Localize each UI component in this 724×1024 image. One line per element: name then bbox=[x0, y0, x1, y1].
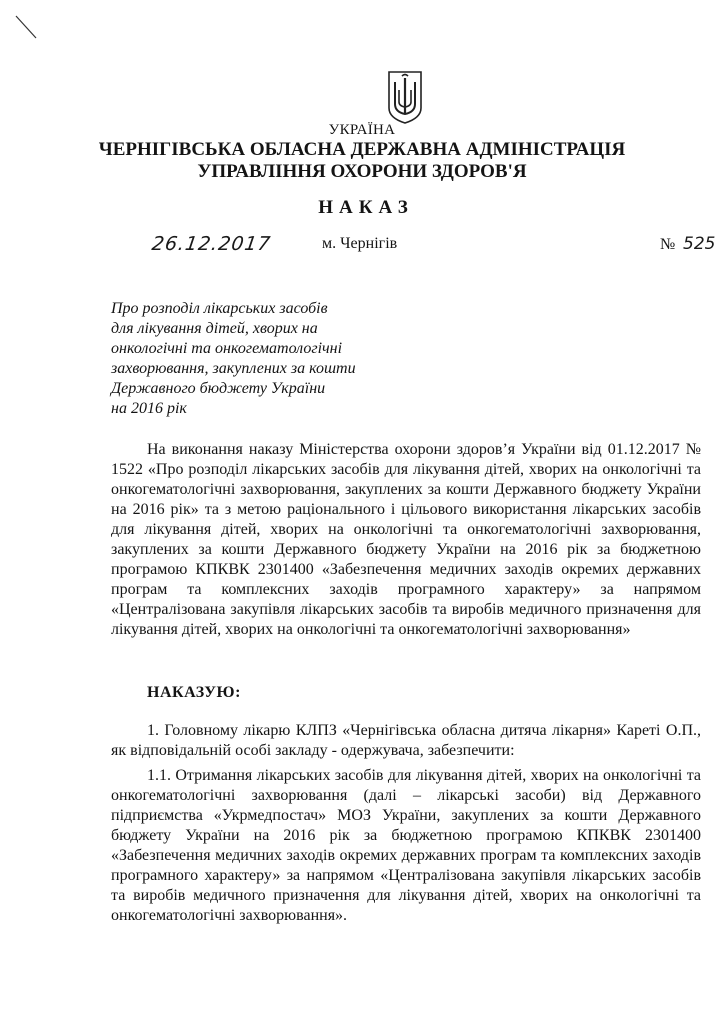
order-item-1: 1. Головному лікарю КЛПЗ «Чернігівська обласна дитяча лікарня» Кареті О.П., як відповідальній особі закладу - одержувача, забезпечити: bbox=[111, 722, 701, 759]
preamble-paragraph: На виконання наказу Міністерства охорони здоров’я України від 01.12.2017 № 1522 «Про розподіл лікарських засобів для лікування дітей, хворих на онкологічні та онкогематологічні захворювання, закуплених за кошти Державного бюджету України на 2016 рік» та з метою раціонального і цільового використання лікарських засобів для лікування дітей, хворих на онкологічні та онкогематологічні захворювання, закуплених за кошти Державного бюджету України на 2016 рік за бюджетною програмою КПКВК 2301400 «Забезпечення медичних заходів окремих державних програм та комплексних заходів програмного характеру» за напрямом «Централізована закупівля лікарських засобів та виробів медичного призначення для лікування дітей, хворих на онкологічні та онкогематологічні захворювання» bbox=[111, 441, 701, 638]
city: м. Чернігів bbox=[322, 235, 398, 252]
order-number-label: № bbox=[660, 236, 676, 253]
order-subject bbox=[111, 299, 381, 419]
country-name: УКРАЇНА bbox=[328, 122, 396, 138]
handwritten-date: 26.12.2017 bbox=[150, 233, 273, 255]
order-item-1-1: 1.1. Отримання лікарських засобів для лікування дітей, хворих на онкологічні та онкогематологічні захворювання (далі – лікарські засоби) від Державного підприємства «Укрмедпостач» МОЗ України, закуплених за кошти Державного бюджету України на 2016 рік за бюджетною програмою КПКВК 2301400 «Забезпечення медичних заходів окремих державних програм та комплексних заходів програмного характеру» за напрямом «Централізована закупівля лікарських засобів та виробів медичного призначення для лікування дітей, хворих на онкологічні та онкогематологічні захворювання». bbox=[111, 767, 701, 924]
subject-line: Державного бюджету України bbox=[111, 380, 326, 397]
subject-line: онкологічні та онкогематологічні bbox=[111, 340, 343, 357]
subject-line: на 2016 рік bbox=[111, 400, 187, 417]
subject-line: захворювання, закуплених за кошти bbox=[111, 360, 356, 377]
subject-line: для лікування дітей, хворих на bbox=[111, 320, 318, 337]
order-heading: НАКАЗУЮ: bbox=[147, 684, 241, 701]
subject-line: Про розподіл лікарських засобів bbox=[111, 300, 328, 317]
department-name: УПРАВЛІННЯ ОХОРОНИ ЗДОРОВ'Я bbox=[197, 161, 527, 182]
administration-name: ЧЕРНІГІВСЬКА ОБЛАСНА ДЕРЖАВНА АДМІНІСТРАЦІЯ bbox=[98, 139, 626, 160]
document-title: НАКАЗ bbox=[318, 197, 414, 218]
pen-stroke-mark bbox=[14, 14, 38, 40]
trident-coat-of-arms-icon bbox=[386, 70, 424, 124]
handwritten-order-number: 525 bbox=[683, 234, 716, 254]
